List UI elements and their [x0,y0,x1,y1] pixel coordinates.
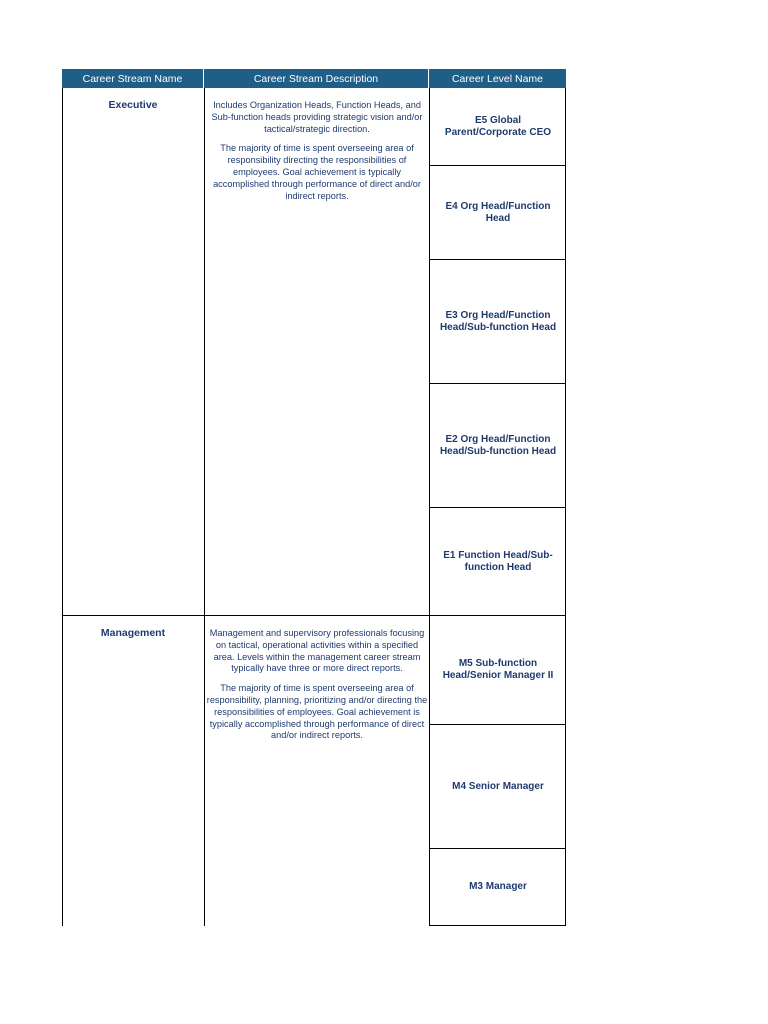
border-col2 [204,88,205,926]
header-level-name: Career Level Name [429,69,566,88]
level-m3: M3 Manager [469,881,527,892]
executive-description-2: The majority of time is spent overseeing area of responsibility directing the responsibilities of employees. Goal achievement is typically accomplished through performance of direct and/or indirect reports. [213,143,421,201]
level-e3: E3 Org Head/Function Head/Sub-function Head [439,309,557,333]
level-m4: M4 Senior Manager [452,780,544,792]
level-e4: E4 Org Head/Function Head [445,200,551,224]
level-m5: M5 Sub-function Head/Senior Manager II [442,658,554,681]
management-description-2: The majority of time is spent overseeing area of responsibility, planning, prioritizing and/or directing the responsibilities of employees. Goal achievement is typically accomplished through performance of direct and/or indirect reports. [206,683,428,741]
executive-description-1: Includes Organization Heads, Function Heads, and Sub-function heads providing strategic vision and/or tactical/strategic direction. [211,100,423,134]
management-description-1: Management and supervisory professionals focusing on tactical, operational activities within a specified area. Levels within the management career stream typically have three or more direct reports. [209,628,425,674]
border-bottom-level [429,925,566,926]
level-e2: E2 Org Head/Function Head/Sub-function Head [439,433,557,457]
header-stream-description: Career Stream Description [204,69,429,88]
border-left [62,88,63,926]
level-e5: E5 Global Parent/Corporate CEO [444,115,552,138]
stream-name-executive: Executive [108,99,158,111]
career-stream-table [62,69,566,926]
level-e1: E1 Function Head/Sub-function Head [443,549,553,573]
stream-description-executive [206,100,428,210]
stream-name-management: Management [100,627,166,639]
stream-description-management [206,628,428,750]
header-stream-name: Career Stream Name [62,69,204,88]
